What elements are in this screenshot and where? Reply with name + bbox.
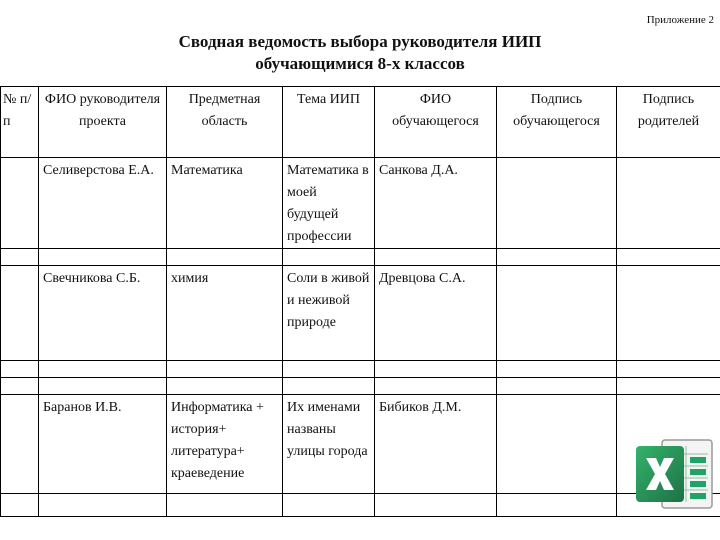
cell-num [1,395,39,494]
cell-parent-sign [617,158,720,249]
cell-student: Бибиков Д.М. [375,395,497,494]
title-line-1: Сводная ведомость выбора руководителя ИИП [178,32,542,51]
cell-student-sign [497,158,617,249]
cell-topic: Соли в живой и неживой природе [283,266,375,361]
table-row [1,395,720,494]
cell-subject: Информатика + история+ литература+ краеведение [167,395,283,494]
page-title [0,31,720,75]
cell-student-sign [497,266,617,361]
cell-subject: химия [167,266,283,361]
excel-icon [632,432,716,516]
table-row [1,266,720,361]
cell-num [1,266,39,361]
header-num: № п/п [1,87,39,158]
selection-table [0,86,720,517]
header-parent-sign: Подпись родителей [617,87,720,158]
header-topic: Тема ИИП [283,87,375,158]
table-row [1,158,720,249]
cell-student-sign [497,395,617,494]
header-subject: Предметная область [167,87,283,158]
cell-parent-sign [617,266,720,361]
cell-student: Санкова Д.А. [375,158,497,249]
header-row [1,87,720,158]
header-leader: ФИО руководителя проекта [39,87,167,158]
empty-row [1,378,720,395]
cell-leader: Свечникова С.Б. [39,266,167,361]
header-student-sign: Подпись обучающегося [497,87,617,158]
empty-row [1,361,720,378]
empty-row [1,494,720,517]
cell-student: Древцова С.А. [375,266,497,361]
cell-topic: Математика в моей будущей профессии [283,158,375,249]
cell-subject: Математика [167,158,283,249]
cell-leader: Баранов И.В. [39,395,167,494]
title-line-2: обучающимися 8-х классов [255,54,465,73]
appendix-label: Приложение 2 [646,14,714,26]
cell-topic: Их именами названы улицы города [283,395,375,494]
cell-leader: Селиверстова Е.А. [39,158,167,249]
empty-row [1,249,720,266]
header-student: ФИО обучающегося [375,87,497,158]
cell-num [1,158,39,249]
